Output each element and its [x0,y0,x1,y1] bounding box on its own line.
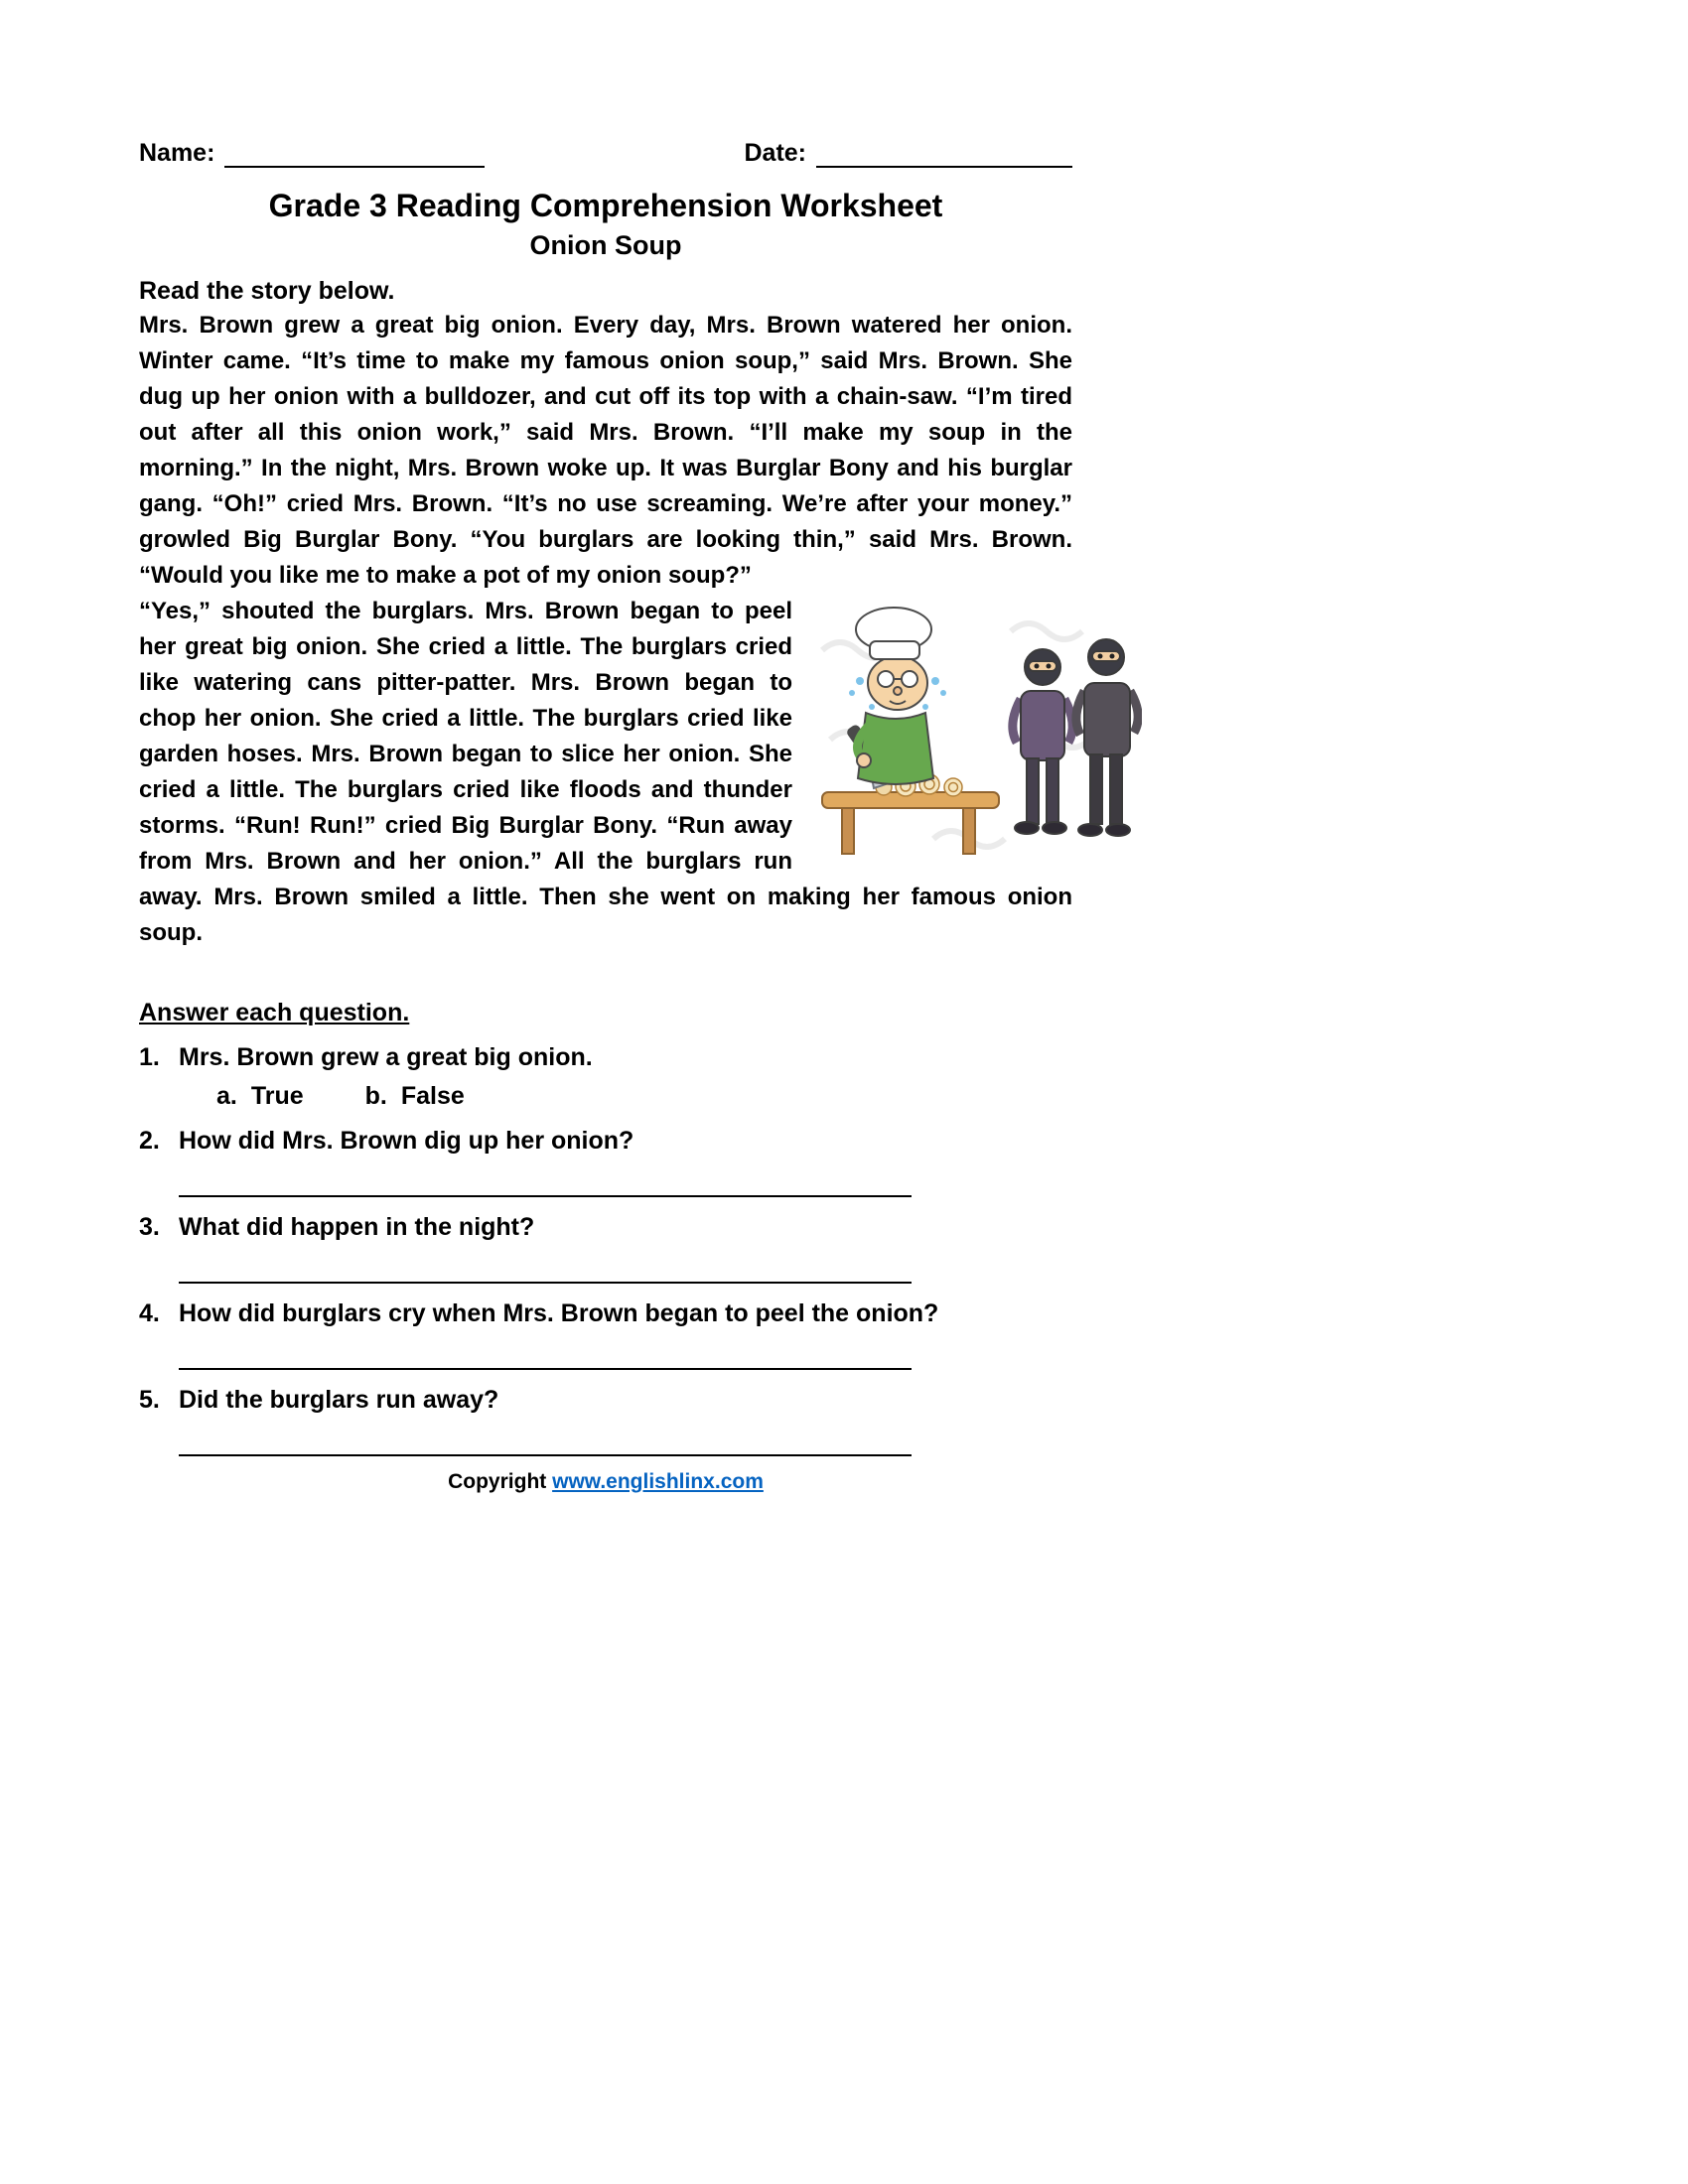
question-3-answer-line [179,1282,912,1284]
footer [139,1470,1072,1494]
story-body [139,594,1072,951]
page-title: Grade 3 Reading Comprehension Worksheet [268,188,943,223]
cutting-board [822,792,999,854]
name-label: Name: [139,139,215,167]
question-5-answer-line [179,1454,912,1456]
question-5-text: Did the burglars run away? [179,1386,499,1414]
story-paragraph-2: “Yes,” shouted the burglars. Mrs. Brown began to peel her great big onion. She cried a little. The burglars cried like watering cans pitter-patter. Mrs. Brown began to chop her onion. She cried a little. The burglars cried like garden hoses. Mrs. Brown began to slice her onion. She cried a little. The burglars cried like floods and thunder storms. “Run! Run!” cried Big Burglar Bony. “Run away from Mrs. Brown and her onion.” All the burglars run away. Mrs. Brown smiled a little. Then she went on making her famous onion soup. [139,598,1072,946]
copyright-link[interactable]: www.englishlinx.com [552,1470,764,1493]
question-5 [139,1386,1072,1415]
option-true-text: True [250,1082,304,1110]
question-3-number: 3. [139,1213,160,1241]
question-2-answer-line [179,1195,912,1197]
option-false-label: b. [364,1082,387,1110]
question-2-text: How did Mrs. Brown dig up her onion? [179,1127,634,1155]
page-subtitle: Onion Soup [529,230,682,260]
worksheet-content [139,139,1072,1494]
question-4-answer-line [179,1368,912,1370]
name-blank-line [224,140,485,168]
option-false [365,1082,465,1111]
burglars [1013,639,1138,836]
burglar-2 [1076,639,1138,836]
questions-heading: Answer each question. [139,999,410,1026]
question-4 [139,1299,1072,1328]
option-true [216,1082,304,1111]
question-4-text: How did burglars cry when Mrs. Brown began to peel the onion? [179,1299,939,1327]
copyright-label: Copyright [448,1470,547,1493]
questions-section [139,999,1072,1456]
date-label: Date: [744,139,806,167]
onion-soup-cartoon [814,596,1142,869]
story-paragraph-1: Mrs. Brown grew a great big onion. Every day, Mrs. Brown watered her onion. Winter came. “It’s time to make my famous onion soup,” said Mrs. Brown. She dug up her onion with a bulldozer, and cut off its top with a chain-saw. “I’m tired out after all this onion work,” said Mrs. Brown. “I’ll make my soup in the morning.” In the night, Mrs. Brown woke up. It was Burglar Bony and his burglar gang. “Oh!” cried Mrs. Brown. “It’s no use screaming. We’re after your money.” growled Big Burglar Bony. “You burglars are looking thin,” said Mrs. Brown. “Would you like me to make a pot of my onion soup?” [139,312,1072,589]
burglar-1 [1013,649,1072,834]
question-3 [139,1213,1072,1242]
option-false-text: False [400,1082,465,1110]
mrs-brown-figure [856,608,933,784]
date-field [744,139,1072,168]
question-4-number: 4. [139,1299,160,1327]
question-1 [139,1043,1072,1072]
story-illustration [814,596,1142,869]
question-5-number: 5. [139,1386,160,1414]
option-true-label: a. [216,1082,237,1110]
question-2-number: 2. [139,1127,160,1155]
question-1-text: Mrs. Brown grew a great big onion. [179,1043,593,1071]
question-1-options [216,1082,1072,1111]
story-instruction: Read the story below. [139,277,395,305]
question-2 [139,1127,1072,1156]
name-field [139,139,485,168]
question-1-number: 1. [139,1043,160,1071]
story-section [139,308,1072,951]
question-3-text: What did happen in the night? [179,1213,535,1241]
date-blank-line [816,140,1072,168]
header [139,139,1072,168]
